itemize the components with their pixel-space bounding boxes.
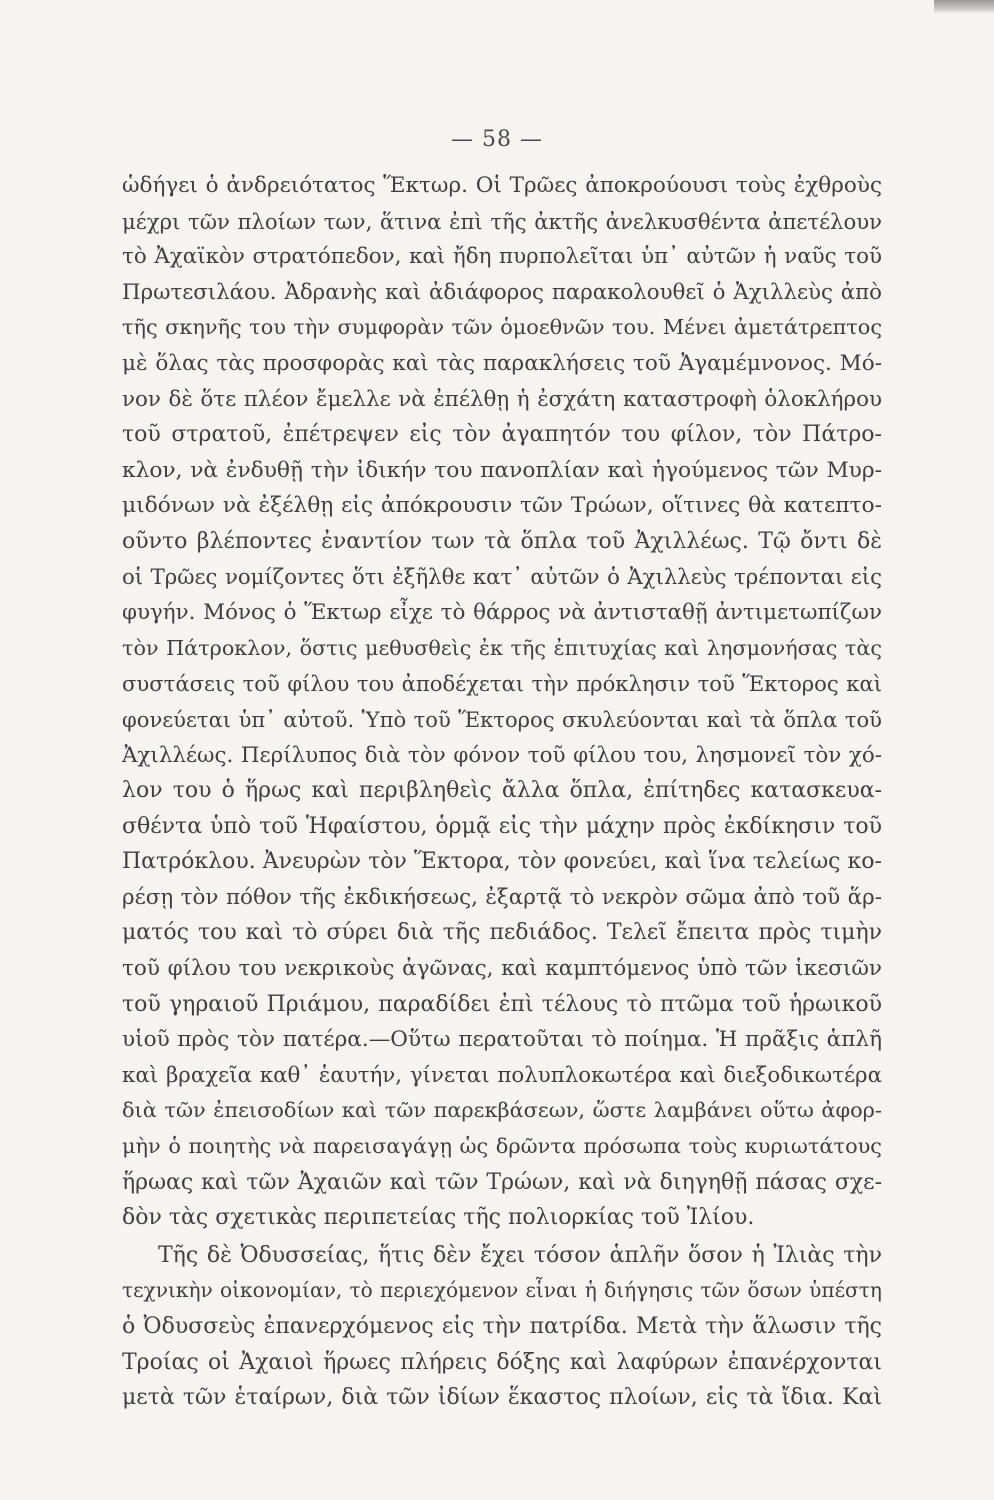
text-line: τεχνικὴν οἰκονομίαν, τὸ περιεχόμενον εἶναι ἡ διήγησις τῶν ὅσων ὑπέστη <box>122 1278 882 1303</box>
text-line: μέχρι τῶν πλοίων των, ἅτινα ἐπὶ τῆς ἀκτῆς ἀνελκυσθέντα ἀπετέλουν <box>122 208 882 234</box>
text-line: μὴν ὁ ποιητὴς νὰ παρεισαγάγῃ ὡς δρῶντα πρόσωπα τοὺς κυριωτάτους <box>122 1134 882 1159</box>
body-text <box>122 168 882 1416</box>
text-line: διὰ τῶν ἐπεισοδίων καὶ τῶν παρεκβάσεων, ὥστε λαμβάνει οὕτω ἀφορ- <box>122 1098 882 1123</box>
text-line: σθέντα ὑπὸ τοῦ Ἡφαίστου, ὁρμᾷ εἰς τὴν μάχην πρὸς ἐκδίκησιν τοῦ <box>122 813 882 839</box>
text-line: δὸν τὰς σχετικὰς περιπετείας τῆς πολιορκίας τοῦ Ἰλίου. <box>122 1205 755 1231</box>
text-line: ὁ Ὀδυσσεὺς ἐπανερχόμενος εἰς τὴν πατρίδα. Μετὰ τὴν ἅλωσιν τῆς <box>122 1314 882 1339</box>
text-line: νον δὲ ὅτε πλέον ἔμελλε νὰ ἐπέλθῃ ἡ ἐσχάτη καταστροφὴ ὁλοκλήρου <box>122 386 882 412</box>
text-line: Πρωτεσιλάου. Ἀδρανὴς καὶ ἀδιάφορος παρακολουθεῖ ὁ Ἀχιλλεὺς ἀπὸ <box>122 279 882 305</box>
text-line: Τροίας οἱ Ἀχαιοὶ ἥρωες πλήρεις δόξης καὶ λαφύρων ἐπανέρχονται <box>122 1349 882 1375</box>
text-line: Ἀχιλλέως. Περίλυπος διὰ τὸν φόνον τοῦ φίλου του, λησμονεῖ τὸν χό- <box>122 742 882 768</box>
text-line: οἱ Τρῶες νομίζοντες ὅτι ἐξῆλθε κατ᾽ αὐτῶν ὁ Ἀχιλλεὺς τρέπονται εἰς <box>122 564 882 590</box>
text-line: τῆς σκηνῆς του τὴν συμφορὰν τῶν ὁμοεθνῶν του. Μένει ἀμετάτρεπτος <box>122 315 882 340</box>
page-number: — 58 — <box>451 127 543 152</box>
text-line: ἥρωας καὶ τῶν Ἀχαιῶν καὶ τῶν Τρώων, καὶ νὰ διηγηθῇ πάσας σχε- <box>122 1169 882 1195</box>
text-line: ματός του καὶ τὸ σύρει διὰ τῆς πεδιάδος. Τελεῖ ἔπειτα πρὸς τιμὴν <box>122 920 882 946</box>
text-line: καὶ βραχεῖα καθ᾽ ἑαυτήν, γίνεται πολυπλοκωτέρα καὶ διεξοδικωτέρα <box>122 1062 882 1088</box>
text-line: ρέσῃ τὸν πόθον τῆς ἐκδικήσεως, ἐξαρτᾷ τὸ νεκρὸν σῶμα ἀπὸ τοῦ ἅρ- <box>122 884 882 910</box>
text-line: μιδόνων νὰ ἐξέλθῃ εἰς ἀπόκρουσιν τῶν Τρώων, οἵτινες θὰ κατεπτο- <box>122 493 882 519</box>
text-line: Τῆς δὲ Ὀδυσσείας, ἥτις δὲν ἔχει τόσον ἁπλῆν ὅσον ἡ Ἰλιὰς τὴν <box>158 1242 882 1268</box>
text-line: λον του ὁ ἥρως καὶ περιβληθεὶς ἄλλα ὅπλα, ἐπίτηδες κατασκευα- <box>122 778 882 804</box>
text-line: φονεύεται ὑπ᾽ αὐτοῦ. Ὑπὸ τοῦ Ἕκτορος σκυλεύονται καὶ τὰ ὅπλα τοῦ <box>122 706 882 732</box>
scan-edge-mark <box>934 0 994 14</box>
text-line: συστάσεις τοῦ φίλου του ἀποδέχεται τὴν πρόκλησιν τοῦ Ἕκτορος καὶ <box>122 671 882 697</box>
text-line: τοῦ γηραιοῦ Πριάμου, παραδίδει ἐπὶ τέλους τὸ πτῶμα τοῦ ἡρωικοῦ <box>122 991 882 1017</box>
text-line: οῦντο βλέποντες ἐναντίον των τὰ ὅπλα τοῦ Ἀχιλλέως. Τῷ ὄντι δὲ <box>122 528 882 554</box>
text-line: τὸν Πάτροκλον, ὅστις μεθυσθεὶς ἐκ τῆς ἐπιτυχίας καὶ λησμονήσας τὰς <box>122 635 882 660</box>
text-line: τοῦ φίλου του νεκρικοὺς ἀγῶνας, καὶ καμπτόμενος ὑπὸ τῶν ἱκεσιῶν <box>122 956 882 982</box>
text-line: τοῦ στρατοῦ, ἐπέτρεψεν εἰς τὸν ἀγαπητόν του φίλον, τὸν Πάτρο- <box>122 422 882 448</box>
text-line: Πατρόκλου. Ἀνευρὼν τὸν Ἕκτορα, τὸν φονεύει, καὶ ἵνα τελείως κο- <box>122 849 882 875</box>
text-line: μὲ ὅλας τὰς προσφορὰς καὶ τὰς παρακλήσεις τοῦ Ἀγαμέμνονος. Μό- <box>122 350 882 376</box>
text-line: ὡδήγει ὁ ἀνδρειότατος Ἕκτωρ. Οἱ Τρῶες ἀποκρούουσι τοὺς ἐχθροὺς <box>122 173 882 198</box>
text-line: μετὰ τῶν ἑταίρων, διὰ τῶν ἰδίων ἕκαστος πλοίων, εἰς τὰ ἴδια. Καὶ <box>122 1385 882 1411</box>
text-line: υἱοῦ πρὸς τὸν πατέρα.—Οὕτω περατοῦται τὸ ποίημα. Ἡ πρᾶξις ἁπλῆ <box>122 1027 882 1053</box>
text-line: φυγήν. Μόνος ὁ Ἕκτωρ εἶχε τὸ θάρρος νὰ ἀντισταθῇ ἀντιμετωπίζων <box>122 600 882 626</box>
text-line: κλον, νὰ ἐνδυθῇ τὴν ἰδικήν του πανοπλίαν καὶ ἡγούμενος τῶν Μυρ- <box>122 457 882 483</box>
text-line: τὸ Ἀχαϊκὸν στρατόπεδον, καὶ ἤδη πυρπολεῖται ὑπ᾽ αὐτῶν ἡ ναῦς τοῦ <box>122 244 882 270</box>
